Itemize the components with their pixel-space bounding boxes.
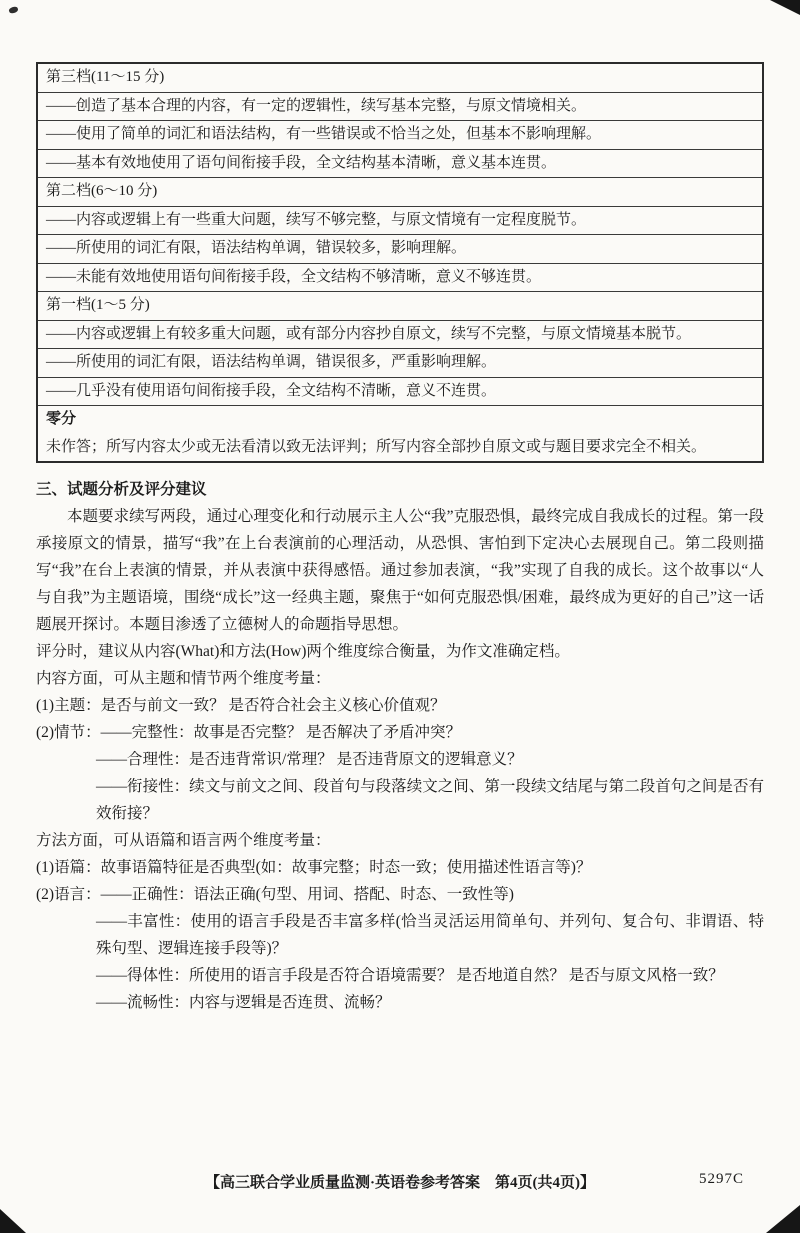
rubric-band2-item-2: ——所使用的词汇有限，语法结构单调，错误较多，影响理解。 <box>38 235 762 264</box>
scoring-rubric-table <box>36 62 764 463</box>
scan-edge-bottom-left <box>0 1209 26 1233</box>
rubric-band2-item-1: ——内容或逻辑上有一些重大问题，续写不够完整，与原文情境有一定程度脱节。 <box>38 207 762 236</box>
scan-edge-top-right <box>770 0 800 15</box>
rubric-band1-item-1: ——内容或逻辑上有较多重大问题，或有部分内容抄自原文，续写不完整，与原文情境基本脱节。 <box>38 321 762 350</box>
scan-speck-top-left <box>8 6 18 14</box>
page-content <box>36 62 764 1016</box>
analysis-section <box>36 476 764 1016</box>
rubric-band1-item-3: ——几乎没有使用语句间衔接手段，全文结构不清晰，意义不连贯。 <box>38 378 762 407</box>
rubric-band2-item-3: ——未能有效地使用语句间衔接手段，全文结构不够清晰，意义不够连贯。 <box>38 264 762 293</box>
analysis-line-language-richness: ——丰富性：使用的语言手段是否丰富多样(恰当灵活运用简单句、并列句、复合句、非谓语、特殊句型、逻辑连接手段等)？ <box>96 913 764 957</box>
page-footer <box>36 1171 764 1193</box>
rubric-zero-item: 未作答；所写内容太少或无法看清以致无法评判；所写内容全部抄自原文或与题目要求完全不相关。 <box>46 438 707 455</box>
rubric-band3-item-1: ——创造了基本合理的内容，有一定的逻辑性，续写基本完整，与原文情境相关。 <box>38 93 762 122</box>
analysis-intro-paragraph: 本题要求续写两段，通过心理变化和行动展示主人公“我”克服恐惧，最终完成自我成长的过程。第一段承接原文的情景，描写“我”在上台表演前的心理活动，从恐惧、害怕到下定决心去展现自己。第二段则描写“我”在台上表演的情景，并从表演中获得感悟。通过参加表演，“我”实现了自我的成长。这个故事以“人与自我”为主题语境，围绕“成长”这一经典主题，聚焦于“如何克服恐惧/困难，最终成为更好的自己”这一话题展开探讨。本题目渗透了立德树人的命题指导思想。 <box>36 508 764 633</box>
rubric-band3-item-3: ——基本有效地使用了语句间衔接手段，全文结构基本清晰，意义基本连贯。 <box>38 150 762 179</box>
analysis-line-plot-cohesion: ——衔接性：续文与前文之间、段首句与段落续文之间、第一段续文结尾与第二段首句之间是否有效衔接？ <box>96 778 764 822</box>
analysis-line-theme: (1)主题：是否与前文一致？ 是否符合社会主义核心价值观？ <box>36 697 446 714</box>
analysis-heading: 三、试题分析及评分建议 <box>36 481 207 498</box>
rubric-band3-title: 第三档(11～15 分) <box>38 64 762 93</box>
analysis-line-language-accuracy: (2)语言：——正确性：语法正确(句型、用词、搭配、时态、一致性等) <box>36 886 514 903</box>
scan-edge-bottom-right <box>766 1205 800 1233</box>
footer-paper-code: 5297C <box>698 1171 744 1187</box>
rubric-band3-item-2: ——使用了简单的词汇和语法结构，有一些错误或不恰当之处，但基本不影响理解。 <box>38 121 762 150</box>
rubric-band2-title: 第二档(6～10 分) <box>38 178 762 207</box>
rubric-band1-item-2: ——所使用的词汇有限，语法结构单调，错误很多，严重影响理解。 <box>38 349 762 378</box>
footer-title: 【高三联合学业质量监测·英语卷参考答案 第4页(共4页)】 <box>205 1175 595 1191</box>
rubric-band1-title: 第一档(1～5 分) <box>38 292 762 321</box>
analysis-line-plot-completeness: (2)情节：——完整性：故事是否完整？ 是否解决了矛盾冲突？ <box>36 724 461 741</box>
analysis-line-method-dimension: 方法方面，可从语篇和语言两个维度考量： <box>36 832 331 849</box>
analysis-line-language-appropriateness: ——得体性：所使用的语言手段是否符合语境需要？ 是否地道自然？ 是否与原文风格一致？ <box>96 967 724 984</box>
rubric-zero-title: 零分 <box>46 411 77 427</box>
analysis-line-scoring-advice: 评分时，建议从内容(What)和方法(How)两个维度综合衡量，为作文准确定档。 <box>36 643 570 660</box>
analysis-line-language-fluency: ——流畅性：内容与逻辑是否连贯、流畅？ <box>96 994 391 1011</box>
analysis-line-discourse: (1)语篇：故事语篇特征是否典型(如：故事完整；时态一致；使用描述性语言等)？ <box>36 859 592 876</box>
analysis-line-plot-reasonableness: ——合理性：是否违背常识/常理？ 是否违背原文的逻辑意义？ <box>96 751 523 768</box>
analysis-line-content-dimension: 内容方面，可从主题和情节两个维度考量： <box>36 670 331 687</box>
